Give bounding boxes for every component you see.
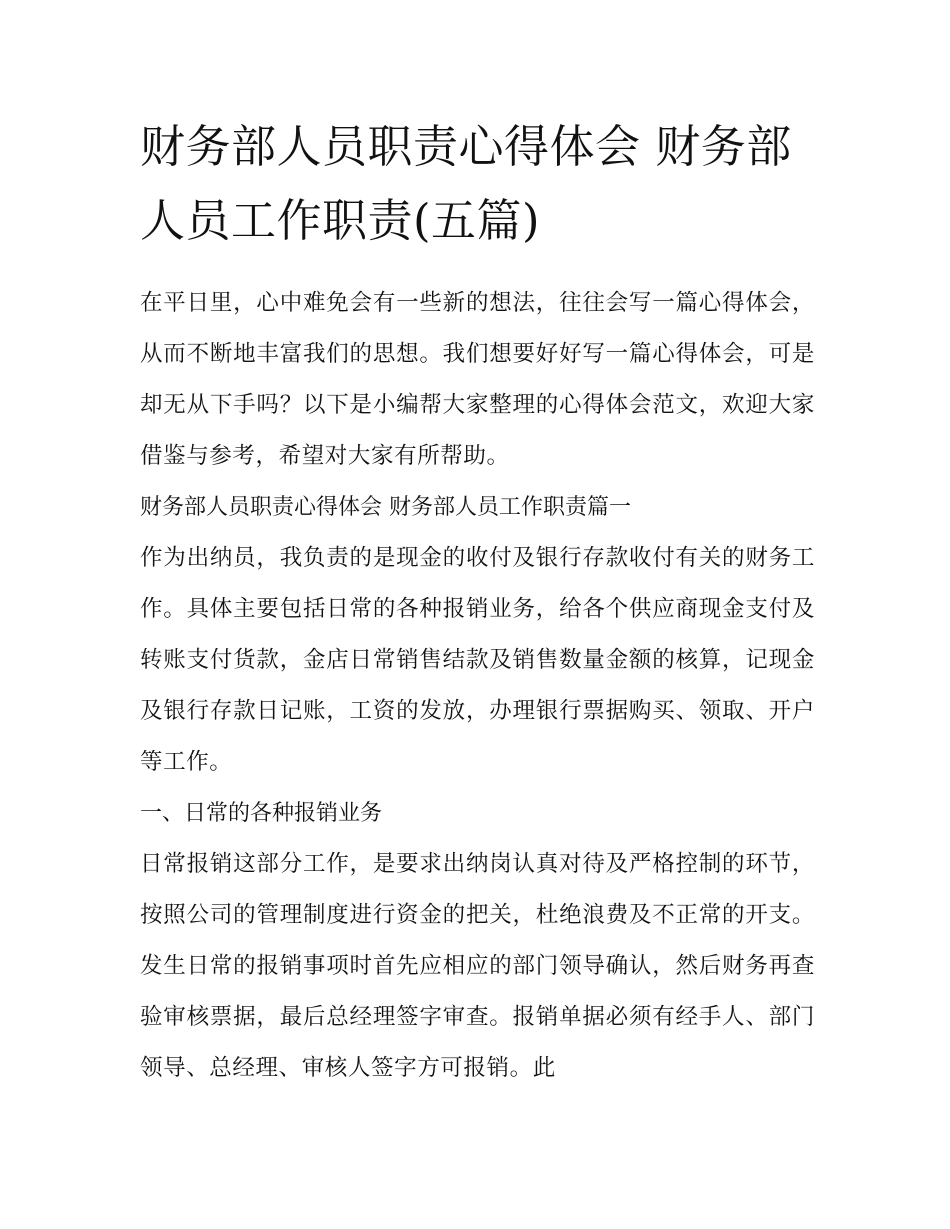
- subsection-paragraph: 日常报销这部分工作，是要求出纳岗认真对待及严格控制的环节，按照公司的管理制度进行资金的把关，杜绝浪费及不正常的开支。发生日常的报销事项时首先应相应的部门领导确认，然后财务再查验审核票据，最后总经理签字审查。报销单据必须有经手人、部门领导、总经理、审核人签字方可报销。此: [140, 851, 815, 1081]
- document-title: 财务部人员职责心得体会 财务部人员工作职责(五篇): [140, 120, 792, 247]
- section-paragraph: 作为出纳员，我负责的是现金的收付及银行存款收付有关的财务工作。具体主要包括日常的各种报销业务，给各个供应商现金支付及转账支付货款，金店日常销售结款及销售数量金额的核算，记现金及银行存款日记账，工资的发放，办理银行票据购买、领取、开户等工作。: [140, 545, 815, 775]
- subsection-heading: 一、日常的各种报销业务: [140, 801, 383, 826]
- section-heading: 财务部人员职责心得体会 财务部人员工作职责篇一: [140, 495, 631, 520]
- document-page: [140, 110, 815, 1094]
- intro-paragraph: 在平日里，心中难免会有一些新的想法，往往会写一篇心得体会，从而不断地丰富我们的思想。我们想要好好写一篇心得体会，可是却无从下手吗？以下是小编帮大家整理的心得体会范文，欢迎大家借鉴与参考，希望对大家有所帮助。: [140, 290, 815, 469]
